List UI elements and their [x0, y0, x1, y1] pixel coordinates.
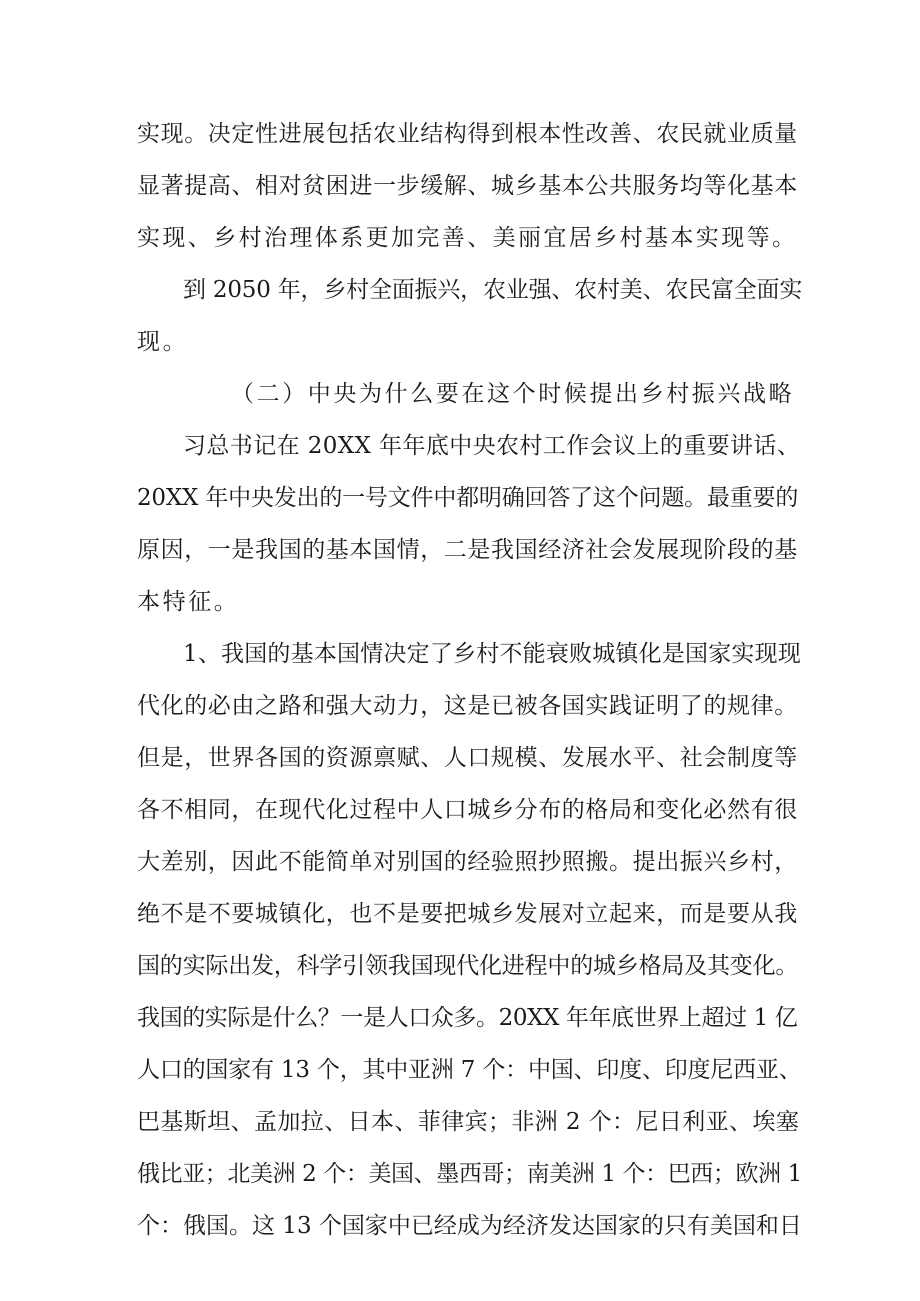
paragraph-line: 代化的必由之路和强大动力，这是已被各国实践证明了的规律。: [137, 693, 798, 719]
paragraph-line: 到 2050 年，乡村全面振兴，农业强、农村美、农民富全面实: [183, 277, 803, 303]
paragraph-line: 实现。决定性进展包括农业结构得到根本性改善、农民就业质量: [137, 121, 798, 147]
section-heading: （二）中央为什么要在这个时候提出乡村振兴战略: [231, 381, 795, 407]
paragraph-line: 绝不是不要城镇化，也不是要把城乡发展对立起来，而是要从我: [137, 901, 798, 927]
paragraph-line: 实现、乡村治理体系更加完善、美丽宜居乡村基本实现等。: [137, 225, 798, 251]
paragraph-line: 巴基斯坦、孟加拉、日本、菲律宾；非洲 2 个：尼日利亚、埃塞: [137, 1109, 800, 1135]
paragraph-line: 本特征。: [137, 589, 240, 615]
paragraph-line: 20XX 年中央发出的一号文件中都明确回答了这个问题。最重要的: [137, 485, 799, 511]
paragraph-line: 显著提高、相对贫困进一步缓解、城乡基本公共服务均等化基本: [137, 173, 798, 199]
paragraph-line: 但是，世界各国的资源禀赋、人口规模、发展水平、社会制度等: [137, 745, 798, 771]
paragraph-line: 国的实际出发，科学引领我国现代化进程中的城乡格局及其变化。: [137, 953, 799, 979]
paragraph-line: 大差别，因此不能简单对别国的经验照抄照搬。提出振兴乡村，: [137, 849, 798, 875]
paragraph-line: 个：俄国。这 13 个国家中已经成为经济发达国家的只有美国和日: [137, 1213, 802, 1239]
paragraph-line: 各不相同，在现代化过程中人口城乡分布的格局和变化必然有很: [137, 797, 798, 823]
document-body: [137, 108, 802, 1252]
paragraph-line: 原因，一是我国的基本国情，二是我国经济社会发展现阶段的基: [137, 537, 798, 563]
paragraph-line: 人口的国家有 13 个，其中亚洲 7 个：中国、印度、印度尼西亚、: [137, 1057, 802, 1083]
paragraph-line: 现。: [137, 329, 189, 355]
paragraph-line: 我国的实际是什么？一是人口众多。20XX 年年底世界上超过 1 亿: [137, 1005, 798, 1031]
paragraph-line: 1、我国的基本国情决定了乡村不能衰败城镇化是国家实现现: [183, 641, 802, 667]
paragraph-line: 习总书记在 20XX 年年底中央农村工作会议上的重要讲话、: [183, 433, 801, 459]
paragraph-line: 俄比亚；北美洲 2 个：美国、墨西哥；南美洲 1 个：巴西；欧洲 1: [137, 1161, 802, 1187]
